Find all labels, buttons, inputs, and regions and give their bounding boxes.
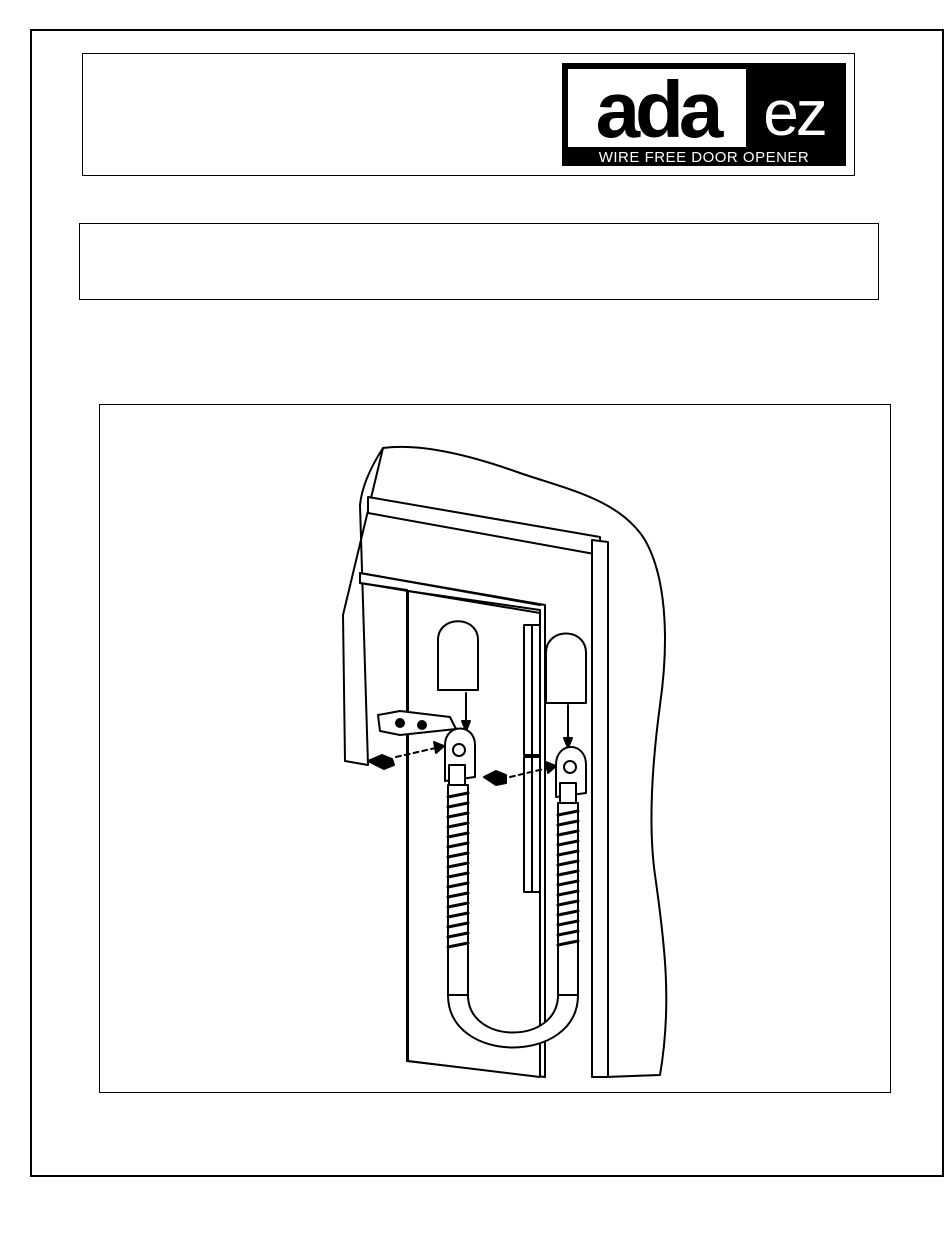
logo-word-ez: ez — [763, 77, 825, 149]
logo-word-ada: ada — [595, 65, 719, 154]
end-cap-right-icon — [546, 634, 586, 704]
logo-tagline: WIRE FREE DOOR OPENER — [598, 149, 810, 166]
end-cap-left-icon — [438, 621, 478, 690]
door-frame-jamb — [592, 540, 608, 1077]
title-box — [79, 223, 879, 300]
screw-left-icon — [368, 755, 394, 769]
installation-figure — [99, 404, 891, 1093]
ada-ez-logo — [562, 63, 846, 166]
wall-outline-left — [343, 448, 383, 765]
door-hinge-installation-illustration — [100, 405, 890, 1092]
